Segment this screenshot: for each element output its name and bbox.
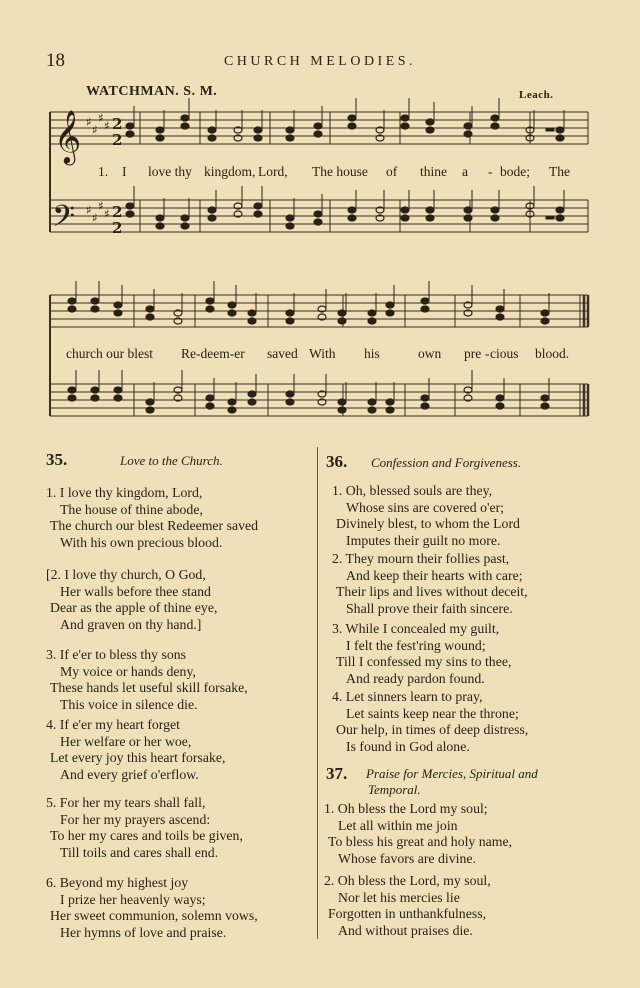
lyric-syllable: of	[386, 164, 398, 179]
note-head	[114, 395, 122, 401]
hymn-number: 36.	[326, 452, 348, 471]
hymn-title: Love to the Church.	[120, 453, 223, 468]
verse-line: 5. For her my tears shall fall,	[46, 795, 206, 810]
note-head	[254, 203, 262, 209]
note-head	[91, 306, 99, 312]
hymn-number: 35.	[46, 450, 68, 469]
note-head	[206, 306, 214, 312]
note-head	[556, 127, 564, 133]
note-head	[348, 207, 356, 213]
note-head	[541, 395, 549, 401]
verse-line: Their lips and lives without deceit,	[336, 584, 528, 599]
note-head	[156, 215, 164, 221]
note-head	[314, 211, 322, 217]
note-head	[556, 215, 564, 221]
verse-line: To her my cares and toils be given,	[50, 828, 243, 843]
note-head	[426, 215, 434, 221]
sharp-icon: ♯	[98, 111, 104, 125]
note-head	[91, 387, 99, 393]
note-head	[91, 298, 99, 304]
note-head	[386, 310, 394, 316]
note-head	[114, 387, 122, 393]
lyric-syllable: saved	[267, 346, 298, 361]
note-head	[228, 302, 236, 308]
verse-line: Her walls before thee stand	[60, 583, 211, 599]
verse-line: Let every joy this heart forsake,	[50, 750, 226, 765]
verse-line: This voice in silence die.	[60, 696, 198, 712]
note-head	[254, 127, 262, 133]
verse-line: Till I confessed my sins to thee,	[336, 654, 512, 669]
verse-line: The church our blest Redeemer saved	[50, 518, 259, 533]
note-head	[401, 115, 409, 121]
verse-line: With his own precious blood.	[60, 534, 223, 550]
note-head	[314, 131, 322, 137]
note-head	[146, 306, 154, 312]
note-head	[206, 395, 214, 401]
note-head	[541, 310, 549, 316]
note-head	[464, 207, 472, 213]
verse-line: My voice or hands deny,	[60, 663, 196, 679]
note-head	[146, 314, 154, 320]
note-head	[286, 310, 294, 316]
note-head	[156, 223, 164, 229]
note-head	[254, 135, 262, 141]
verse-line: 2. They mourn their follies past,	[332, 551, 510, 566]
note-head	[491, 215, 499, 221]
note-head	[464, 215, 472, 221]
rest-icon	[546, 128, 554, 131]
verse-line: 3. While I concealed my guilt,	[332, 621, 500, 636]
note-head	[386, 302, 394, 308]
note-head	[556, 207, 564, 213]
verse-line: 1. Oh bless the Lord my soul;	[324, 801, 488, 816]
bass-clef-icon: 𝄢	[52, 200, 76, 241]
time-signature: 2	[112, 203, 123, 221]
note-head	[68, 387, 76, 393]
note-head	[426, 207, 434, 213]
note-head	[491, 123, 499, 129]
verse-line: These hands let useful skill forsake,	[50, 680, 248, 695]
note-head	[286, 399, 294, 405]
note-head	[228, 399, 236, 405]
note-head	[181, 123, 189, 129]
note-head	[248, 391, 256, 397]
note-head	[156, 135, 164, 141]
hymn-title: Praise for Mercies, Spiritual and	[366, 766, 538, 781]
verse-line: Till toils and cares shall end.	[60, 844, 219, 860]
note-head	[126, 203, 134, 209]
verse-line: Nor let his mercies lie	[338, 889, 460, 905]
verse-line: Let saints keep near the throne;	[346, 705, 519, 721]
lyric-syllable: thine	[420, 164, 447, 179]
note-head	[338, 407, 346, 413]
lyric-syllable: -	[488, 164, 493, 179]
verse-line: The house of thine abode,	[60, 501, 203, 517]
note-head	[368, 318, 376, 324]
verse-line: Her sweet communion, solemn vows,	[50, 908, 258, 923]
note-head	[496, 306, 504, 312]
hymn-title-continued: Temporal.	[368, 782, 421, 797]
note-head	[206, 298, 214, 304]
note-head	[126, 131, 134, 137]
verse-line: [2. I love thy church, O God,	[46, 567, 206, 582]
lyric-syllable: love thy	[148, 164, 192, 179]
note-head	[248, 310, 256, 316]
lyric-syllable: Lord,	[258, 164, 288, 179]
note-head	[368, 310, 376, 316]
note-head	[421, 306, 429, 312]
note-head	[314, 219, 322, 225]
music-score	[0, 0, 640, 440]
note-head	[464, 131, 472, 137]
verse-line: And graven on thy hand.]	[60, 616, 202, 632]
verse-line: I felt the fest'ring wound;	[346, 637, 486, 653]
note-head	[464, 123, 472, 129]
hymn-title: Confession and Forgiveness.	[371, 455, 522, 470]
verse-line: And ready pardon found.	[346, 670, 485, 686]
lyric-syllable: The	[549, 164, 570, 179]
sharp-icon: ♯	[92, 123, 98, 137]
note-head	[286, 127, 294, 133]
note-head	[126, 211, 134, 217]
sharp-icon: ♯	[86, 115, 92, 129]
note-head	[491, 115, 499, 121]
verse-line: Whose favors are divine.	[338, 850, 476, 866]
note-head	[286, 223, 294, 229]
lyric-syllable: With	[309, 346, 336, 361]
note-head	[491, 207, 499, 213]
lyric-syllable: bode;	[500, 164, 530, 179]
lyric-syllable: his	[364, 346, 380, 361]
note-head	[286, 318, 294, 324]
note-head	[208, 127, 216, 133]
treble-clef-icon: 𝄞	[54, 109, 82, 163]
note-head	[368, 399, 376, 405]
note-head	[348, 115, 356, 121]
lyric-syllable: pre	[464, 346, 482, 361]
note-head	[248, 399, 256, 405]
verse-line: Dear as the apple of thine eye,	[50, 600, 218, 615]
time-signature: 2	[112, 115, 123, 133]
verse-line: Our help, in times of deep distress,	[336, 722, 529, 737]
note-head	[314, 123, 322, 129]
note-head	[426, 127, 434, 133]
note-head	[181, 223, 189, 229]
lyric-syllable: blood.	[535, 346, 570, 361]
verse-line: To bless his great and holy name,	[328, 834, 513, 849]
note-head	[228, 310, 236, 316]
verse-line: Is found in God alone.	[346, 738, 470, 754]
note-head	[338, 310, 346, 316]
sharp-icon: ♯	[98, 199, 104, 213]
note-head	[421, 298, 429, 304]
note-head	[114, 310, 122, 316]
note-head	[208, 207, 216, 213]
note-head	[68, 306, 76, 312]
lyric-syllable: kingdom,	[204, 164, 256, 179]
verse-line: And without praises die.	[338, 922, 473, 938]
note-head	[401, 123, 409, 129]
verse-line: 4. If e'er my heart forget	[46, 717, 181, 732]
note-head	[541, 318, 549, 324]
lyric-syllable: -	[485, 346, 490, 361]
note-head	[496, 314, 504, 320]
verse-line: And every grief o'erflow.	[60, 766, 199, 782]
verse-line: 3. If e'er to bless thy sons	[46, 647, 187, 662]
verse-line: Let all within me join	[338, 817, 458, 833]
sharp-icon: ♯	[104, 207, 110, 221]
note-head	[338, 318, 346, 324]
note-head	[368, 407, 376, 413]
verse-line: 6. Beyond my highest joy	[46, 875, 189, 890]
hymn-number: 37.	[326, 764, 348, 783]
time-signature: 2	[112, 219, 123, 237]
lyric-syllable: church our blest	[66, 346, 153, 361]
verse-line: Her hymns of love and praise.	[60, 924, 227, 940]
note-head	[146, 399, 154, 405]
time-signature: 2	[112, 131, 123, 149]
sharp-icon: ♯	[104, 119, 110, 133]
note-head	[386, 399, 394, 405]
note-head	[401, 215, 409, 221]
running-head: CHURCH MELODIES.	[223, 54, 417, 69]
sharp-icon: ♯	[92, 211, 98, 225]
column-divider	[317, 447, 318, 939]
verse-line: 2. Oh bless the Lord, my soul,	[324, 873, 491, 888]
lyric-syllable: own	[418, 346, 442, 361]
verse-line: Her welfare or her woe,	[60, 733, 192, 749]
note-head	[126, 123, 134, 129]
note-head	[421, 395, 429, 401]
verse-line: For her my prayers ascend:	[60, 811, 211, 827]
verse-line: Shall prove their faith sincere.	[346, 600, 513, 616]
lyric-syllable: 1.	[98, 164, 109, 179]
note-head	[401, 207, 409, 213]
note-head	[496, 403, 504, 409]
verse-line: Whose sins are covered o'er;	[346, 499, 505, 515]
page-number: 18	[46, 50, 65, 71]
lyric-syllable: Re-deem-er	[181, 346, 245, 361]
note-head	[556, 135, 564, 141]
note-head	[338, 399, 346, 405]
verse-line: 1. I love thy kingdom, Lord,	[46, 485, 203, 500]
note-head	[286, 135, 294, 141]
note-head	[496, 395, 504, 401]
note-head	[156, 127, 164, 133]
note-head	[421, 403, 429, 409]
note-head	[254, 211, 262, 217]
lyric-syllable: I	[122, 164, 127, 179]
lyric-syllable: a	[462, 164, 468, 179]
verse-line: Imputes their guilt no more.	[346, 532, 501, 548]
lyric-syllable: cious	[490, 346, 519, 361]
note-head	[114, 302, 122, 308]
composer-name: Leach.	[519, 89, 554, 101]
note-head	[146, 407, 154, 413]
note-head	[541, 403, 549, 409]
rest-icon	[546, 216, 554, 219]
note-head	[228, 407, 236, 413]
note-head	[348, 123, 356, 129]
sharp-icon: ♯	[86, 203, 92, 217]
tune-name: WATCHMAN. S. M.	[86, 84, 218, 99]
verse-line: Divinely blest, to whom the Lord	[336, 516, 520, 531]
note-head	[348, 215, 356, 221]
note-head	[91, 395, 99, 401]
verse-line: I prize her heavenly ways;	[60, 891, 206, 907]
verse-line: 1. Oh, blessed souls are they,	[332, 483, 493, 498]
verse-line: 4. Let sinners learn to pray,	[332, 689, 483, 704]
verse-line: And keep their hearts with care;	[346, 567, 523, 583]
note-head	[68, 298, 76, 304]
note-head	[386, 407, 394, 413]
note-head	[206, 403, 214, 409]
note-head	[248, 318, 256, 324]
note-head	[181, 115, 189, 121]
note-head	[181, 215, 189, 221]
note-head	[68, 395, 76, 401]
note-head	[426, 119, 434, 125]
note-head	[286, 215, 294, 221]
note-head	[208, 135, 216, 141]
note-head	[286, 391, 294, 397]
verse-line: Forgotten in unthankfulness,	[328, 906, 487, 921]
lyric-syllable: The house	[312, 164, 368, 179]
note-head	[208, 215, 216, 221]
